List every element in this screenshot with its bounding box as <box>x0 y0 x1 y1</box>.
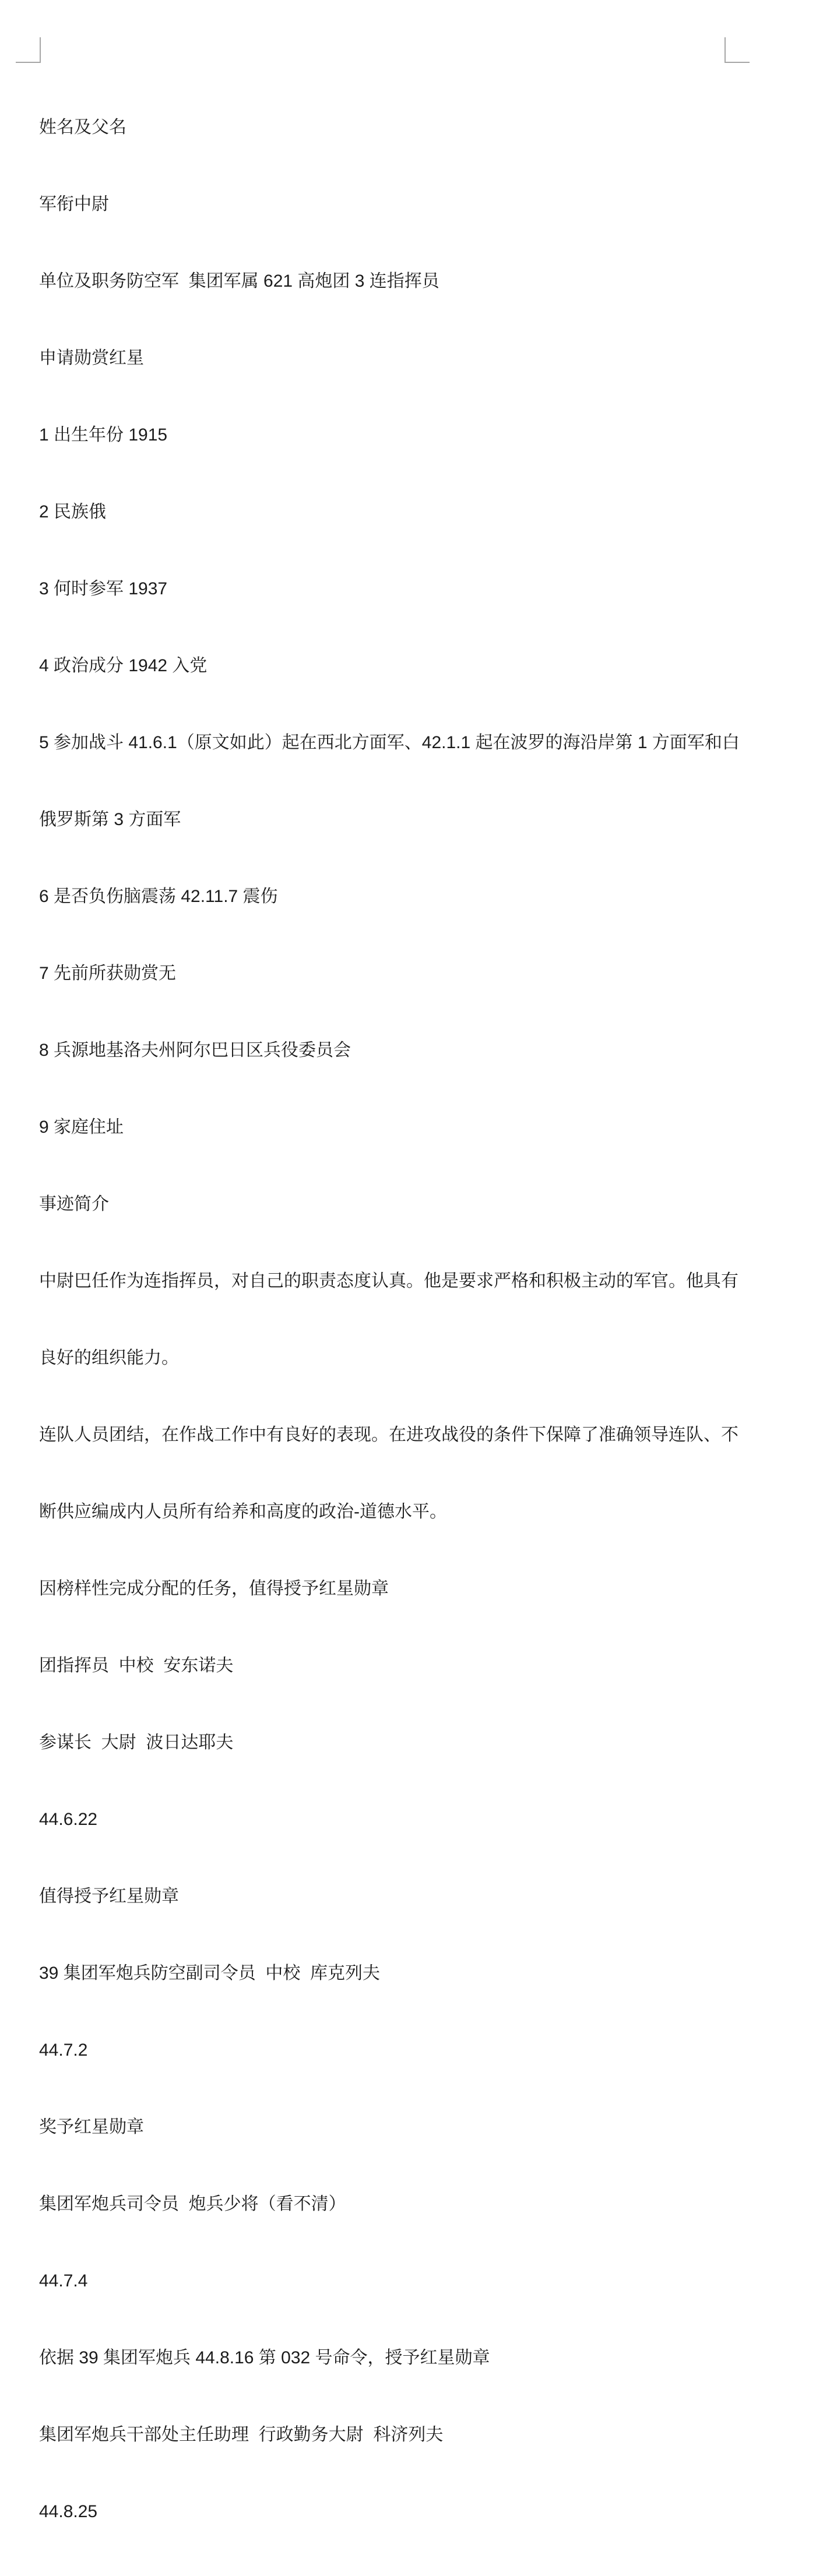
text-line: 军衔中尉 <box>39 195 109 214</box>
text-line: 1 出生年份 1915 <box>39 425 168 445</box>
text-line: 44.7.2 <box>39 2041 88 2060</box>
text-line: 连队人员团结，在作战工作中有良好的表现。在进攻战役的条件下保障了准确领导连队、不 <box>39 1425 738 1444</box>
text-line: 6 是否负伤脑震荡 42.11.7 震伤 <box>39 887 278 906</box>
text-line: 团指挥员 中校 安东诺夫 <box>39 1656 234 1675</box>
text-line: 集团军炮兵干部处主任助理 行政勤务大尉 科济列夫 <box>39 2425 444 2444</box>
text-line: 俄罗斯第 3 方面军 <box>39 810 181 829</box>
text-line: 因榜样性完成分配的任务，值得授予红星勋章 <box>39 1579 389 1598</box>
text-line: 断供应编成内人员所有给养和高度的政治-道德水平。 <box>39 1502 447 1521</box>
text-line: 姓名及父名 <box>39 118 126 137</box>
text-line: 事迹简介 <box>39 1194 109 1214</box>
text-line: 44.7.4 <box>39 2271 88 2290</box>
text-line: 单位及职务防空军 集团军属 621 高炮团 3 连指挥员 <box>39 272 439 291</box>
text-line: 依据 39 集团军炮兵 44.8.16 第 032 号命令，授予红星勋章 <box>39 2348 490 2367</box>
text-line: 9 家庭住址 <box>39 1118 124 1137</box>
text-line: 奖予红星勋章 <box>39 2117 144 2137</box>
text-line: 5 参加战斗 41.6.1（原文如此）起在西北方面军、42.1.1 起在波罗的海沿岸第 1 方面军和白 <box>39 733 740 752</box>
text-line: 2 民族俄 <box>39 502 107 521</box>
text-line: 44.8.25 <box>39 2502 98 2521</box>
text-line: 集团军炮兵司令员 炮兵少将（看不清） <box>39 2194 346 2214</box>
page-corner-mark-right <box>724 37 750 63</box>
page-corner-mark-left <box>16 37 41 63</box>
text-line: 39 集团军炮兵防空副司令员 中校 库克列夫 <box>39 1964 381 1983</box>
document-text-block <box>39 64 740 2576</box>
text-line: 44.6.22 <box>39 1810 98 1829</box>
text-line: 值得授予红星勋章 <box>39 1887 179 1906</box>
text-line: 中尉巴任作为连指挥员，对自己的职责态度认真。他是要求严格和积极主动的军官。他具有 <box>39 1271 738 1291</box>
text-line: 4 政治成分 1942 入党 <box>39 656 207 675</box>
text-line: 良好的组织能力。 <box>39 1348 179 1368</box>
text-line: 3 何时参军 1937 <box>39 579 168 598</box>
text-line: 7 先前所获勋赏无 <box>39 964 177 983</box>
text-line: 8 兵源地基洛夫州阿尔巴日区兵役委员会 <box>39 1041 351 1060</box>
text-line: 申请勋赏红星 <box>39 348 144 368</box>
text-line: 参谋长 大尉 波日达耶夫 <box>39 1733 234 1752</box>
